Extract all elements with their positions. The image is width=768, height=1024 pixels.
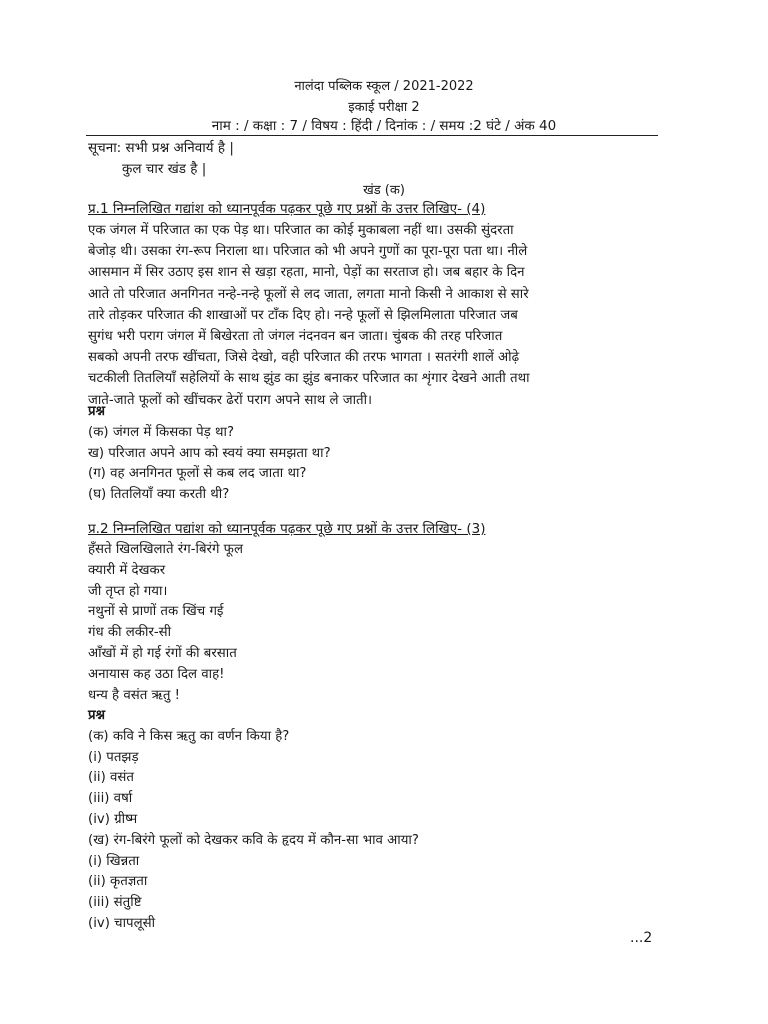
passage-line: जाते-जाते फूलों को खींचकर ढेरों पराग अपने साथ ले जाती। bbox=[88, 392, 373, 408]
mcq-option: (ii) कृतज्ञता bbox=[88, 874, 148, 890]
header-divider bbox=[86, 135, 658, 136]
page-continuation-marker: ...2 bbox=[630, 930, 653, 946]
poem-line: अनायास कह उठा दिल वाह! bbox=[88, 666, 225, 682]
mcq-option: (iv) चापलूसी bbox=[88, 915, 156, 931]
passage-line: आसमान में सिर उठाए इस शान से खड़ा रहता, मानो, पेड़ों का सरताज हो। जब बहार के दिन bbox=[88, 265, 525, 281]
school-header: नालंदा पब्लिक स्कूल / 2021-2022 bbox=[294, 79, 474, 94]
question-item: (क) जंगल में किसका पेड़ था? bbox=[88, 424, 235, 440]
poem-line: आँखों में हो गई रंगों की बरसात bbox=[88, 645, 237, 661]
question-item: (घ) तितलियाँ क्या करती थी? bbox=[88, 487, 230, 503]
instruction-line-2: कुल चार खंड है | bbox=[122, 161, 207, 177]
passage-line: बेजोड़ थी। उसका रंग-रूप निराला था। परिजात को भी अपने गुणों का पूरा-पूरा पता था। नीले bbox=[88, 244, 528, 260]
instructions bbox=[88, 138, 234, 180]
passage-line: आते तो परिजात अनगिनत नन्हे-नन्हे फूलों से लद जाता, लगता मानो किसी ने आकाश से सारे bbox=[88, 286, 529, 302]
mcq-option: (iii) संतुष्टि bbox=[88, 895, 142, 911]
question-item: ख) परिजात अपने आप को स्वयं क्या समझता था? bbox=[88, 445, 331, 461]
questions-label: प्रश्न bbox=[88, 404, 105, 419]
q2-poem bbox=[88, 540, 243, 706]
poem-line: जी तृप्त हो गया। bbox=[88, 583, 168, 599]
passage-line: सुगंध भरी पराग जंगल में बिखेरता तो जंगल नंदनवन बन जाता। चुंबक की तरह परिजात bbox=[88, 329, 503, 345]
passage-line: सबको अपनी तरफ खींचता, जिसे देखो, वही परिजात की तरफ भागता । सतरंगी शालें ओढ़े bbox=[88, 350, 520, 366]
mcq-option: (i) खिन्नता bbox=[88, 853, 140, 869]
poem-line: नथुनों से प्राणों तक खिंच गई bbox=[88, 604, 224, 620]
mcq-question: (ख) रंग-बिरंगे फूलों को देखकर कवि के हृदय में कौन-सा भाव आया? bbox=[88, 832, 419, 848]
question-item: (ग) वह अनगिनत फूलों से कब लद जाता था? bbox=[88, 466, 307, 482]
exam-details: नाम : / कक्षा : 7 / विषय : हिंदी / दिनांक : / समय :2 घंटे / अंक 40 bbox=[211, 118, 557, 134]
mcq-option: (iv) ग्रीष्म bbox=[88, 811, 138, 827]
poem-line: हँसते खिलखिलाते रंग-बिरंगे फूल bbox=[88, 542, 243, 557]
passage-line: एक जंगल में परिजात का एक पेड़ था। परिजात का कोई मुकाबला नहीं था। उसकी सुंदरता bbox=[88, 223, 514, 238]
mcq-option: (ii) वसंत bbox=[88, 770, 134, 786]
q1-heading: प्र.1 निम्नलिखित गद्यांश को ध्यानपूर्वक पढ़कर पूछे गए प्रश्नों के उत्तर लिखिए- (4) bbox=[88, 201, 486, 217]
passage-line: तारे तोड़कर परिजात की शाखाओं पर टाँक दिए हो। नन्हे फूलों से झिलमिलाता परिजात जब bbox=[88, 307, 518, 323]
q2-questions bbox=[88, 706, 419, 935]
mcq-option: (i) पतझड़ bbox=[88, 749, 139, 765]
exam-title: इकाई परीक्षा 2 bbox=[348, 100, 420, 115]
passage-line: चटकीली तितलियाँ सहेलियों के साथ झुंड का झुंड बनाकर परिजात का शृंगार देखने आती तथा bbox=[88, 371, 530, 387]
instruction-line-1: सूचना: सभी प्रश्न अनिवार्य है | bbox=[88, 140, 234, 156]
poem-line: क्यारी में देखकर bbox=[88, 562, 166, 578]
mcq-question: (क) कवि ने किस ऋतु का वर्णन किया है? bbox=[88, 728, 290, 744]
q1-questions bbox=[88, 402, 331, 506]
q2-heading: प्र.2 निम्नलिखित पद्यांश को ध्यानपूर्वक पढ़कर पूछे गए प्रश्नों के उत्तर लिखिए- (3) bbox=[88, 521, 486, 537]
section-title: खंड (क) bbox=[363, 183, 405, 198]
poem-line: धन्य है वसंत ऋतु ! bbox=[88, 687, 180, 703]
q1-passage bbox=[88, 220, 688, 411]
mcq-option: (iii) वर्षा bbox=[88, 791, 133, 807]
questions-label: प्रश्न bbox=[88, 708, 105, 723]
poem-line: गंध की लकीर-सी bbox=[88, 625, 172, 641]
